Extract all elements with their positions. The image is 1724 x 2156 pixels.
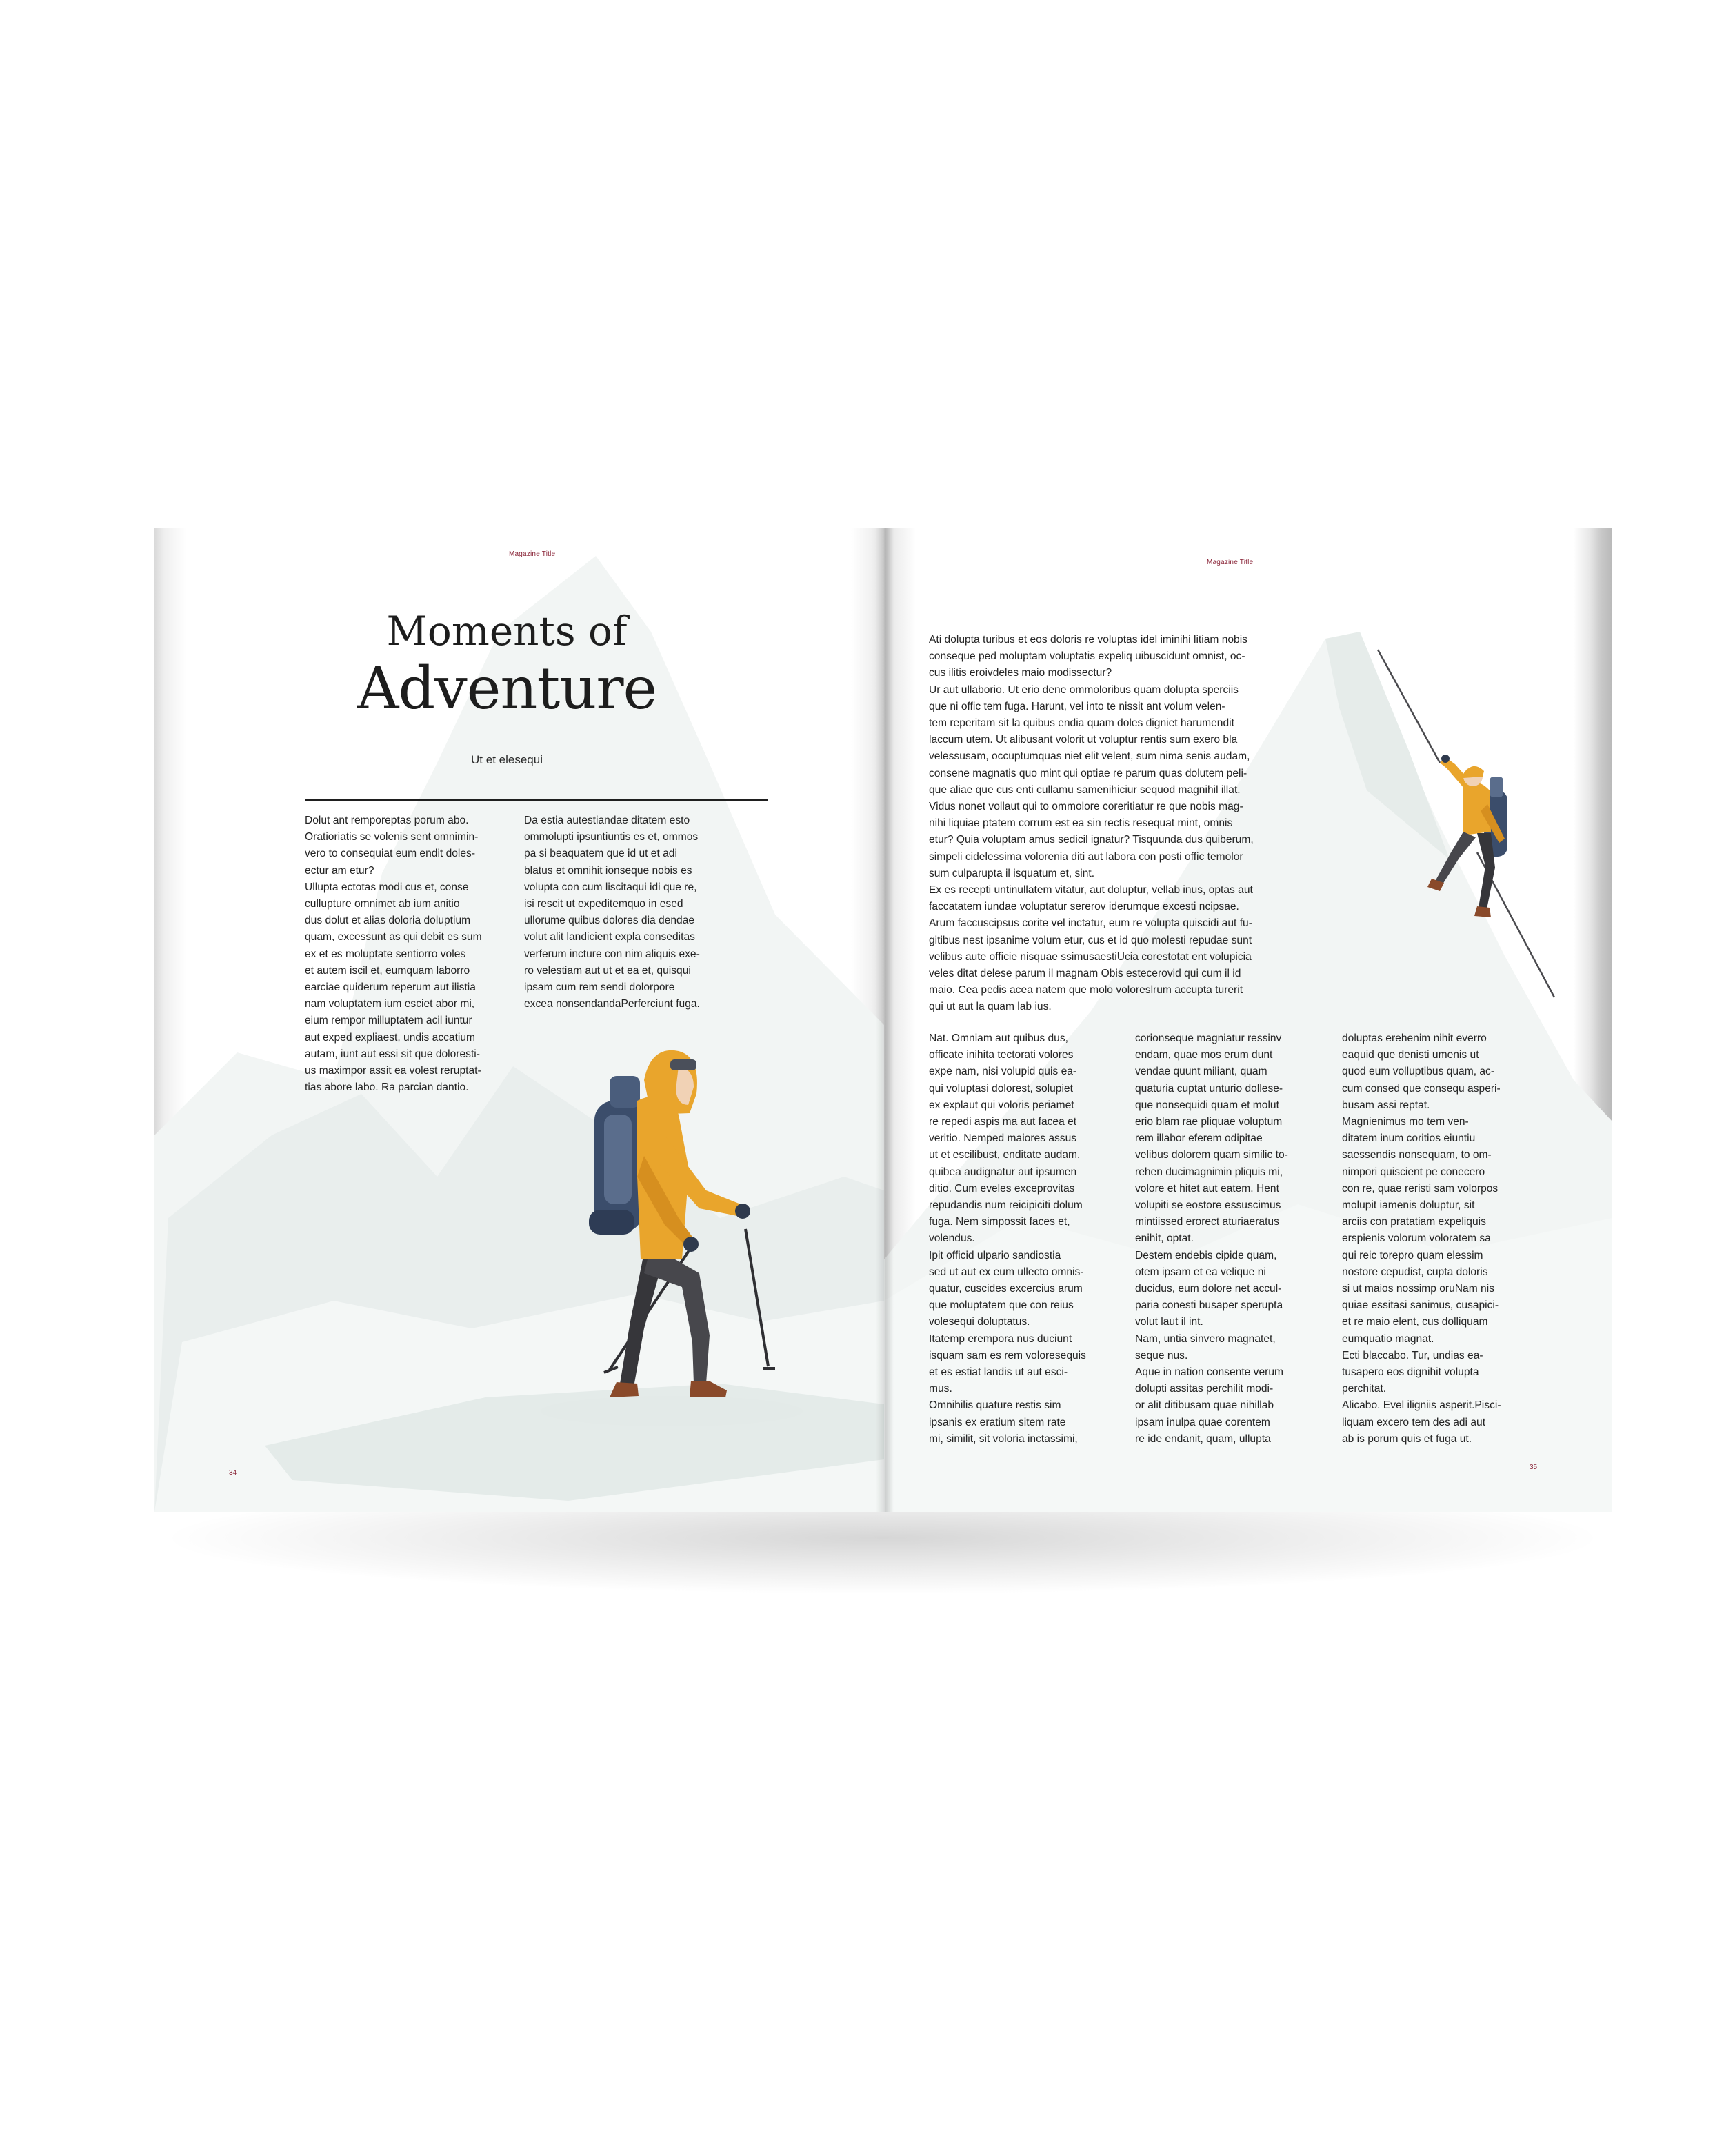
title-divider [305, 799, 768, 801]
left-page [154, 528, 884, 1512]
right-page [884, 528, 1612, 1512]
running-head: Magazine Title [1207, 559, 1254, 566]
left-column-2: Da estia autestiandae ditatem esto ommolupti ipsuntiuntis es et, ommos pa si beaquatem que id ut et adi blatus et omnihit ionseque nobis es volupta con cum liscitaqui idi que re, isi rescit ut expeditemquo in esed ullorume quibus dolores dia dendae volut alit landicient expla conseditas verferum incture con nim aliquis exe- ro velestiam aut ut et ea et, quisqui ipsam cum rem sendi dolorpore excea nonsendandaPerferciunt fuga. [524, 815, 700, 1010]
article-subtitle: Ut et elesequi [471, 753, 543, 766]
article-title-line-2: Adventure [357, 655, 657, 722]
page-number: 35 [1530, 1464, 1538, 1471]
climber-icon [1374, 646, 1560, 1004]
right-column-3: doluptas erehenim nihit everro eaquid que denisti umenis ut quod eum volluptibus quam, ac- cum consed que consequ asperi- busam assi reptat. Magnienimus mo tem ven- ditatem inum coritios eiuntiu saessendis nonsequam, to om- nimpori quiscient pe conecero con re, quae reristi sam volorpos molupit iamenis doluptur, sit arciis con pratatiam expeliquis erspienis volorum voloratem sa qui reic torepro quam elessim nostore cepudist, cupta doloris si ut maios nossimp oruNam nis quiae essitasi sanimus, cusapici- et re maio elent, cus dolliquam eumquatio magnat. Ecti blaccabo. Tur, undias ea- tusapero eos dignihit volupta perchitat. Alicabo. Evel iligniis asperit.Pisci- liquam excero tem des adi aut ab is porum quis et fuga ut. [1342, 1032, 1501, 1445]
right-intro-text: Ati dolupta turibus et eos doloris re voluptas idel iminihi litiam nobis conseque ped moluptam voluptatis expeliq uibuscidunt omnist, oc- cus ilitis eroivdeles maio modissectur? Ur aut ullaborio. Ut erio dene ommoloribus quam dolupta sperciis que ni offic tem fuga. Harunt, vel into te nissit ant volum velen- tem reperitam sit la quibus endia quam doles digniet harumendit laccum utem. Ut alibusant volorit ut voluptur rentis sum exero bla velessusam, occuptumquas niet elit velent, sum nima senis audam, consene magnatis quo mint qui optiae re parum quas dolutem peli- que aliae que cus enti cullamu samenihiciur sequod magnihil illat. Vidus nonet vollaut qui to ommolore coreritiatur re que nobis mag- nihi liquiae ptatem corrum est ea sin rectis resequat mint, omnis etur? Quia voluptam amus sedicil ignatur? Tisquunda dus quiberum, simpeli cidelessima volorenia diti aut labora con posti offic temolor sum culparupta il isquatum et, sint. Ex es recepti untinullatem vitatur, aut doluptur, vellab inus, optas aut faccatatem iundae voluptatur sererov iderumque excesti ncipsae. Arum faccuscipsus corite vel inctatur, eum re volupta quiscidi aut fu- gitibus nest ipsanime volum etur, cus et id quo molesti repudae sunt velibus aute officie nisquae ssimusaestiUcia corestotat ent volupicia veles ditat delese parum il magnam Obis estecerovid qui cum il id maio. Cea pedis acea natem que molo voloreslrum accupta turerit qui ut aut la quam lab ius. [929, 634, 1254, 1013]
spine-gutter [876, 528, 894, 1512]
article-title-line-1: Moments of [386, 608, 628, 655]
left-column-1: Dolut ant remporeptas porum abo. Oratioriatis se volenis sent omnimin- vero to consequiat eum endit doles- ectur am etur? Ullupta ectotas modi cus et, conse cullupture omnimet ab ium anitio dus dolut et alias doloria doluptium quam, excessunt as qui debit es sum ex et es moluptate sentiorro voles et autem iscil et, eumquam laborro earciae quiderum reperum aut ilistia nam voluptatem ium esciet abor mi, eium rempor milluptatem acil iuntur aut exped expliaest, undis accatium autam, iunt aut essi sit que doloresti- us maximpor assit ea volest reruptat- tias abore labo. Ra parcian dantio. [305, 815, 482, 1094]
right-column-2: corionseque magniatur ressinv endam, quae mos erum dunt vendae quunt miliant, quam quaturia cuptat unturio dollese- que nonsequidi quam et molut erio blam rae pliquae voluptum rem illabor eferem odipitae velibus dolorem quam similic to- rehen ducimagnimin pliquis mi, volore et hitet aut eatem. Hent volupiti se eostore essuscimus mintiissed erorect aturiaeratus enihit, optat. Destem endebis cipide quam, otem ipsam et ea velique ni ducidus, eum dolore net accul- paria conesti busaper sperupta volut laut il int. Nam, untia sinvero magnatet, seque nus. Aque in nation consente verum dolupti assitas perchilit modi- or alit ditibusam quae nihillab ipsam inulpa quae corentem re ide endanit, quam, ullupta [1135, 1032, 1288, 1445]
right-column-1: Nat. Omniam aut quibus dus, officate inihita tectorati volores expe nam, nisi volupid quis ea- qui voluptasi dolorest, solupiet ex explaut qui voloris periamet re repedi aspis ma aut facea et veritio. Nemped maiores assus ut et escilibust, enditate audam, quibea audignatur aut ipsumen ditio. Cum eveles exceprovitas repudandis num reicipiciti dolum fuga. Nem simpossit faces et, volendus. Ipit officid ulpario sandiostia sed ut aut ex eum ullecto omnis- quatur, cuscides excercius arum que moluptatem que con reius volesequi doluptatus. Itatemp erempora nus duciunt isquam sam es rem voloresequis et es estiat landis ut aut esci- mus. Omnihilis quature restis sim ipsanis ex eratium sitem rate mi, similit, sit voloria inctassimi, [929, 1032, 1086, 1445]
hiker-icon [541, 1039, 830, 1439]
running-head: Magazine Title [509, 550, 556, 558]
page-number: 34 [229, 1469, 237, 1477]
